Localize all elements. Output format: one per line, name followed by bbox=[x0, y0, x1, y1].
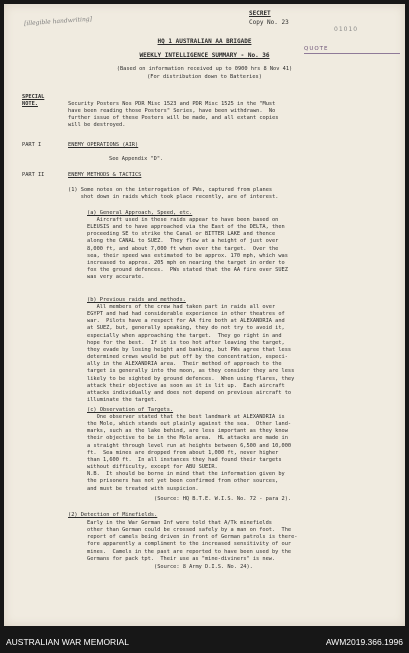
text-line: illuminate the target. bbox=[87, 397, 158, 404]
section-b-heading: (b) Previous raids and methods. bbox=[87, 297, 186, 303]
text-line: the Mole, which stands out plainly against the sea. Other land- bbox=[87, 421, 292, 428]
text-line: target is generally into the moon, as they consider they are less bbox=[87, 368, 295, 375]
document-page bbox=[4, 4, 405, 626]
distribution-note: (For distribution down to Batteries) bbox=[147, 74, 262, 80]
institution-credit: AUSTRALIAN WAR MEMORIAL bbox=[6, 637, 129, 647]
text-line: sea, their speed was estimated to be approx. 170 mph, which was bbox=[87, 252, 288, 259]
information-basis: (Based on information received up to 0900 hrs 8 Nov 41) bbox=[116, 66, 293, 72]
text-line: One observer stated that the best landmark at ALEXANDRIA is bbox=[87, 414, 285, 420]
text-line: All members of the crew had taken part in raids all over bbox=[87, 304, 276, 310]
part1-title: ENEMY OPERATIONS (AIR) bbox=[68, 142, 139, 148]
text-line: especially when approaching the target. They go right in and bbox=[87, 332, 282, 339]
text-line: ally in the ALEXANDRIA area. Their method of approach to the bbox=[87, 361, 282, 368]
section-2-text bbox=[87, 520, 297, 563]
part1-label: PART I bbox=[22, 142, 42, 148]
text-line: ELEUSIS and to have approached via the East of the DELTA, then bbox=[87, 224, 285, 231]
text-line: Early in the War German Inf were told that A/Tk minefields bbox=[87, 520, 272, 526]
part2-title: ENEMY METHODS & TACTICS bbox=[68, 172, 142, 178]
section-a-text bbox=[87, 217, 288, 281]
text-line: attacks individually and does not depend on previous aircraft to bbox=[87, 389, 292, 396]
text-line: along the CANAL to SUEZ. They flew at a height of just over bbox=[87, 238, 279, 245]
text-line: likely to be sighted by ground defences. When using flares, they bbox=[87, 375, 295, 382]
text-line: further issue of these Posters will be made, and all extant copies bbox=[68, 115, 279, 122]
part2-label: PART II bbox=[22, 172, 45, 178]
text-line: attack their objective as soon as it is lit up. Each aircraft bbox=[87, 382, 285, 389]
special-note-heading-line1: SPECIAL bbox=[22, 94, 45, 100]
archive-footer bbox=[0, 630, 409, 653]
unit-heading: HQ 1 AUSTRALIAN AA BRIGADE bbox=[157, 38, 252, 45]
archive-reference: AWM2019.366.1996 bbox=[325, 637, 403, 647]
text-line: other than German could be crossed safely by a man on foot. The bbox=[87, 527, 292, 534]
text-line: was very accurate. bbox=[87, 274, 145, 281]
text-line: mines. Camels in the past are reported to have been used by the bbox=[87, 548, 292, 555]
special-note-heading-line2: NOTE. bbox=[22, 101, 38, 107]
quote-stamp: QUOTE bbox=[304, 46, 329, 52]
handwritten-annotation: [illegible handwriting] bbox=[23, 15, 93, 28]
part1-text: See Appendix "D". bbox=[109, 156, 164, 162]
section-c-text bbox=[87, 414, 291, 493]
text-line: they evade by losing height and banking, but PWs agree that less bbox=[87, 346, 292, 353]
text-line: war. Pilots have a respect for AA fire both at ALEXANDRIA and bbox=[87, 318, 285, 325]
text-line: ft. Sea mines are dropped from about 1,000 ft, never higher bbox=[87, 449, 279, 456]
text-line: shot down in raids which took place recently, are of interest. bbox=[68, 194, 279, 201]
text-line: fore apparently a compliment to the increased sensitivity of our bbox=[87, 541, 292, 548]
text-line: 8,000 ft, and about 7,000 ft when over the target. Over the bbox=[87, 245, 279, 252]
serial-number-stamp: 01010 bbox=[334, 26, 359, 33]
text-line: the prisoners has not yet been confirmed from other sources, bbox=[87, 478, 279, 485]
text-line: EGYPT and had had considerable experience in other theatres of bbox=[87, 311, 285, 318]
text-line: have been reading those Posters" Series, have been withdrawn. No bbox=[68, 108, 276, 115]
text-line: Aircraft used in these raids appear to have been based on bbox=[87, 217, 279, 223]
classification-marking: SECRET bbox=[249, 10, 271, 17]
text-line: increased to approx. 205 mph on nearing the target in order to bbox=[87, 259, 285, 266]
section-c-heading: (c) Observation of Targets. bbox=[87, 407, 174, 413]
text-line: N.B. It should be borne in mind that the information given by bbox=[87, 471, 285, 478]
special-note-text bbox=[68, 101, 278, 130]
text-line: without difficulty, except for ABU SUEIR. bbox=[87, 464, 218, 471]
text-line: will be destroyed. bbox=[68, 122, 126, 129]
text-line: proceeding SE to strike the Canal or BITTER LAKE and thence bbox=[87, 231, 276, 238]
section-2-heading: (2) Detection of Minefields. bbox=[68, 512, 158, 518]
section-c-source: (Source: HQ B.T.E. W.I.S. No. 72 - para 2). bbox=[154, 496, 292, 502]
text-line: at SUEZ, but, generally speaking, they do not try to avoid it, bbox=[87, 325, 285, 332]
copy-number: Copy No. 23 bbox=[249, 19, 289, 26]
section-2-source: (Source: 8 Army D.I.S. No. 24). bbox=[154, 564, 253, 570]
text-line: Germans for pack tpt. Their use as "mine-diviners" is new. bbox=[87, 555, 276, 562]
text-line: report of camels being driven in front of German patrols is there- bbox=[87, 534, 298, 541]
part2-intro bbox=[68, 187, 278, 201]
text-line: fox the ground defences. PWs stated that the AA fire over SUEZ bbox=[87, 267, 288, 274]
text-line: their objective to be in the Mole area. HL attacks are made in bbox=[87, 435, 288, 442]
document-title: WEEKLY INTELLIGENCE SUMMARY - No. 36 bbox=[139, 52, 270, 59]
text-line: a straight through level run at heights between 6,500 and 10,000 bbox=[87, 442, 292, 449]
section-a-heading: (a) General Approach, Speed, etc. bbox=[87, 210, 193, 216]
section-b-text bbox=[87, 304, 294, 404]
text-line: than 1,600 ft. In all instances they had found their targets bbox=[87, 456, 282, 463]
text-line: determined crews would be put off by the concentration, especi- bbox=[87, 354, 288, 361]
text-line: and must be treated with suspicion. bbox=[87, 485, 199, 492]
text-line: marks, such as the lake behind, are less important as they know bbox=[87, 428, 288, 435]
text-line: (1) Some notes on the interrogation of PWs, captured from planes bbox=[68, 187, 273, 193]
text-line: hope for the best. If it is too hot after leaving the target, bbox=[87, 339, 285, 346]
text-line: Security Posters Nos PDR Misc 1523 and PDR Misc 1525 in the "Must bbox=[68, 101, 276, 107]
